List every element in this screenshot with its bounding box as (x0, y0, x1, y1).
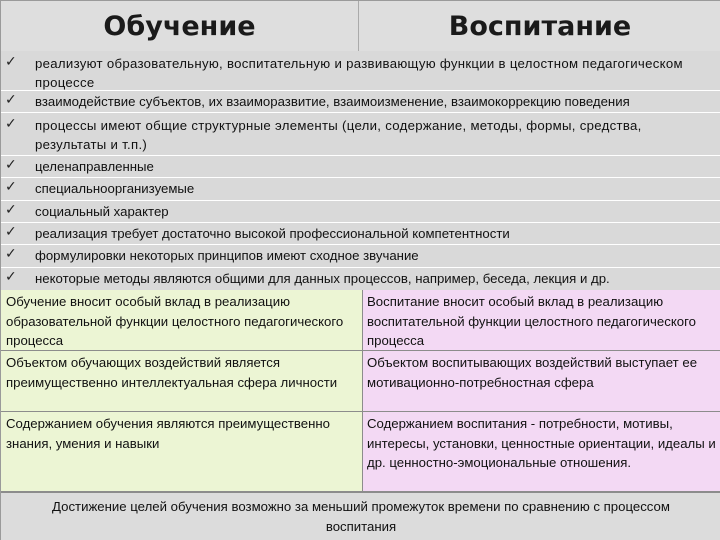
common-item-text: процессы имеют общие структурные элементы (цели, содержание, методы, формы, средства, результаты и т.п.) (35, 118, 642, 152)
upbringing-cell: Содержанием воспитания - потребности, мотивы, интересы, установки, ценностные ориентации, идеалы и др. ценностно-эмоциональные отношения. (363, 412, 720, 492)
learning-cell: Обучение вносит особый вклад в реализацию образовательной функции целостного педагогического процесса (1, 290, 363, 351)
common-item-text: формулировки некоторых принципов имеют сходное звучание (35, 248, 419, 263)
header-upbringing: Воспитание (359, 1, 720, 51)
footer-note: Достижение целей обучения возможно за меньший промежуток времени по сравнению с процессом воспитания (1, 492, 720, 540)
check-icon: ✓ (5, 179, 17, 195)
check-icon: ✓ (5, 92, 17, 108)
upbringing-cell: Воспитание вносит особый вклад в реализацию воспитательной функции целостного педагогического процесса (363, 290, 720, 351)
check-icon: ✓ (5, 116, 17, 132)
check-icon: ✓ (5, 157, 17, 173)
common-item (1, 245, 720, 268)
common-item-text: социальный характер (35, 204, 169, 219)
common-item-text: реализуют образовательную, воспитательную и развивающую функции в целостном педагогическом процессе (35, 56, 683, 90)
common-item (1, 115, 720, 156)
common-item (1, 156, 720, 178)
common-item-text: реализация требует достаточно высокой профессиональной компетентности (35, 226, 510, 241)
common-item (1, 268, 720, 290)
learning-cell: Объектом обучающих воздействий является преимущественно интеллектуальная сфера личности (1, 351, 363, 412)
common-item (1, 178, 720, 201)
common-item-text: специальноорганизуемые (35, 181, 195, 196)
upbringing-cell: Объектом воспитывающих воздействий выступает ее мотивационно-потребностная сфера (363, 351, 720, 412)
learning-cell: Содержанием обучения являются преимущественно знания, умения и навыки (1, 412, 363, 492)
check-icon: ✓ (5, 202, 17, 218)
common-item-text: некоторые методы являются общими для данных процессов, например, беседа, лекция и др. (35, 271, 610, 286)
check-icon: ✓ (5, 224, 17, 240)
common-item-text: взаимодействие субъектов, их взаиморазвитие, взаимоизменение, взаимокоррекцию поведения (35, 94, 630, 109)
common-item (1, 201, 720, 223)
common-item (1, 223, 720, 245)
check-icon: ✓ (5, 246, 17, 262)
common-item-text: целенаправленные (35, 159, 154, 174)
check-icon: ✓ (5, 269, 17, 285)
common-item (1, 53, 720, 91)
header-learning: Обучение (1, 1, 359, 51)
common-item (1, 91, 720, 113)
common-features-section (1, 51, 720, 290)
check-icon: ✓ (5, 54, 17, 70)
